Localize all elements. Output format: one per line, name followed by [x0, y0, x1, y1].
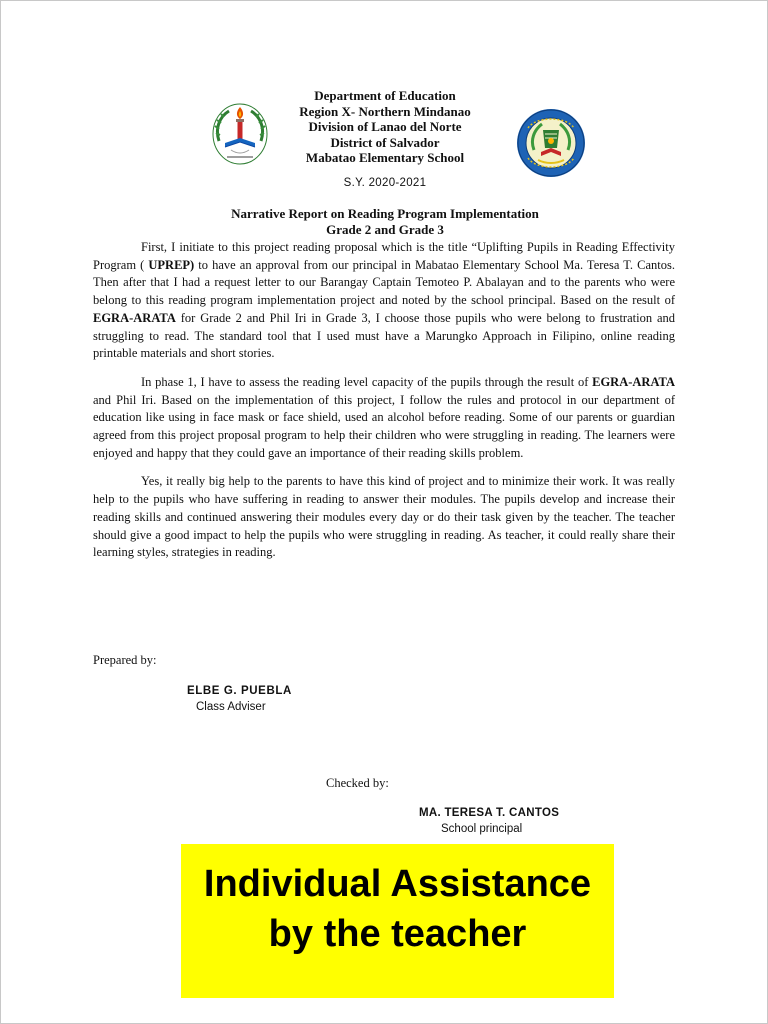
- report-title: [1, 206, 768, 237]
- report-title-line1: Narrative Report on Reading Program Implementation: [231, 206, 539, 221]
- adviser-role: Class Adviser: [196, 701, 266, 713]
- letterhead-division: Division of Lanao del Norte: [308, 119, 462, 135]
- prepared-by-label: Prepared by:: [93, 653, 157, 667]
- paragraph-2-text-a: In phase 1, I have to assess the reading level capacity of the pupils through the result of: [141, 374, 593, 389]
- checked-by-label: Checked by:: [326, 776, 389, 790]
- letterhead-region: Region X- Northern Mindanao: [299, 103, 471, 119]
- paragraph-1-text-b: to have an approval from our principal in Mabatao Elementary School Ma. Teresa T. Cantos. Then after that I had a request letter to our Barangay Captain Temoteo P. Abalayan and to the parents who were belong to this reading program implementation project and noted by the school principal. Based on the result of: [93, 257, 675, 308]
- letterhead-district: District of Salvador: [330, 134, 440, 150]
- letterhead: [1, 88, 768, 166]
- principal-name: MA. TERESA T. CANTOS: [419, 807, 560, 819]
- paragraph-2: [93, 374, 675, 463]
- letterhead-department: Department of Education: [314, 88, 456, 103]
- banner-line1: Individual Assistance: [203, 863, 592, 905]
- paragraph-3: Yes, it really big help to the parents to have this kind of project and to minimize their work. It was really help to the pupils who have suffering in reading to answer their modules. The pupils develop and increase their reading skills and continued answering their modules every day or do their task given by the teacher. The teacher should give a good impact to help the pupils who were struggling in reading. As teacher, it could really share their learning styles, strategies in reading.: [93, 474, 675, 560]
- report-title-line2: Grade 2 and Grade 3: [326, 221, 444, 237]
- school-year: S.Y. 2020-2021: [343, 177, 427, 189]
- paragraph-2-text-b: and Phil Iri. Based on the implementation of this project, I follow the rules and protocol in our department of education like using in face mask or face shield, used an alcohol before reading. Some of our parents or guardian agreed from this project proposal program to help their children who were struggling in reading. The learners were enjoyed and happy that they could gave an importance of their reading skills problem.: [93, 392, 675, 460]
- paragraph-1: [93, 239, 675, 363]
- egra-arata-term: EGRA-ARATA: [592, 374, 675, 389]
- paragraph-1-text-a: First, I initiate to this project reading proposal which is the title “Uplifting Pupils in Reading Effectivity Program (: [93, 240, 675, 272]
- letterhead-school: Mabatao Elementary School: [305, 150, 465, 166]
- uprep-acronym: UPREP): [148, 257, 195, 272]
- adviser-name: ELBE G. PUEBLA: [187, 685, 292, 697]
- banner-line2: by the teacher: [268, 913, 527, 955]
- highlight-banner: [181, 844, 614, 998]
- egra-arata-term: EGRA-ARATA: [93, 310, 176, 325]
- paragraph-1-text-c: for Grade 2 and Phil Iri in Grade 3, I choose those pupils who were belong to frustration and struggling to read. The standard tool that I used must have a Marungko Approach in Filipino, online reading printable materials and short stories.: [93, 310, 675, 361]
- report-body: [93, 239, 675, 573]
- principal-role: School principal: [441, 823, 523, 835]
